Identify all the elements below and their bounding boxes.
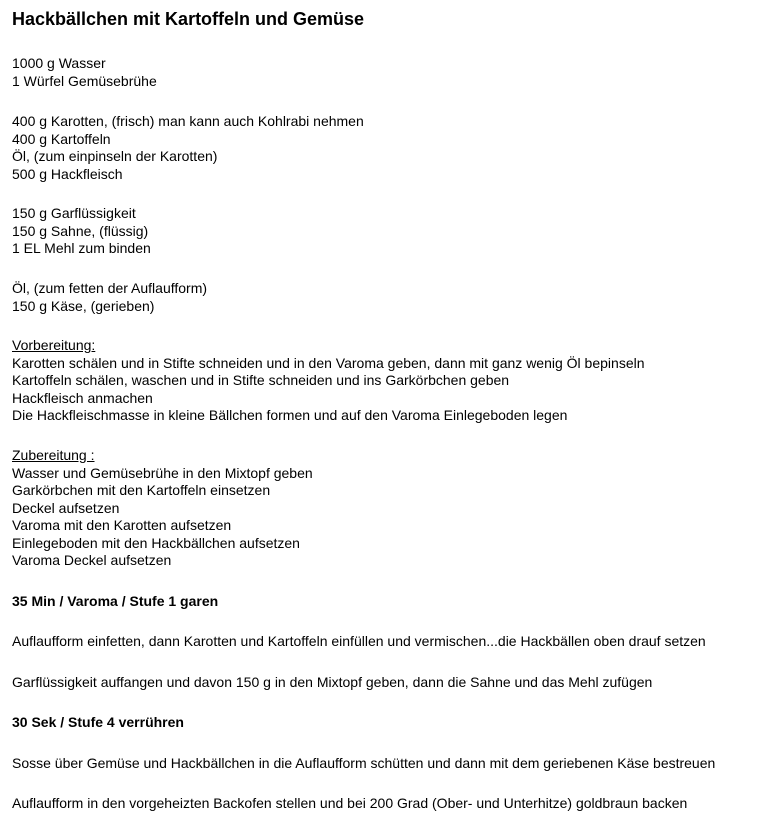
- preparation-section: [12, 337, 645, 425]
- cooking-step: Varoma Deckel aufsetzen: [12, 552, 172, 568]
- paragraph-fill-dish: Auflaufform einfetten, dann Karotten und Kartoffeln einfüllen und vermischen...die Hackbällen oben drauf setzen: [12, 633, 706, 649]
- cooking-step: Einlegeboden mit den Hackbällchen aufsetzen: [12, 534, 300, 551]
- ingredient-line: 150 g Sahne, (flüssig): [12, 222, 149, 239]
- program-step-1: 35 Min / Varoma / Stufe 1 garen: [12, 593, 219, 609]
- preparation-heading: Vorbereitung:: [12, 337, 96, 353]
- preparation-step: Die Hackfleischmasse in kleine Bällchen formen und auf den Varoma Einlegeboden legen: [12, 407, 568, 423]
- paragraph-pour-sauce: Sosse über Gemüse und Hackbällchen in die Auflaufform schütten und dann mit dem geriebenen Käse bestreuen: [12, 755, 716, 771]
- ingredient-line: 500 g Hackfleisch: [12, 165, 123, 182]
- ingredient-line: 150 g Garflüssigkeit: [12, 205, 136, 221]
- cooking-step: Garkörbchen mit den Kartoffeln einsetzen: [12, 482, 271, 498]
- ingredient-line: 1 Würfel Gemüsebrühe: [12, 72, 157, 89]
- cooking-step: Varoma mit den Karotten aufsetzen: [12, 517, 232, 533]
- preparation-step: Karotten schälen und in Stifte schneiden und in den Varoma geben, dann mit ganz wenig Öl bepinseln: [12, 354, 645, 371]
- ingredient-line: Öl, (zum einpinseln der Karotten): [12, 148, 218, 164]
- ingredient-line: 1000 g Wasser: [12, 55, 106, 71]
- ingredients-group-sauce: [12, 205, 151, 258]
- paragraph-bake: Auflaufform in den vorgeheizten Backofen stellen und bei 200 Grad (Ober- und Unterhitze) goldbraun backen: [12, 795, 688, 811]
- ingredient-line: 400 g Karotten, (frisch) man kann auch Kohlrabi nehmen: [12, 113, 364, 129]
- preparation-step: Hackfleisch anmachen: [12, 389, 153, 406]
- preparation-step: Kartoffeln schälen, waschen und in Stifte schneiden und ins Garkörbchen geben: [12, 372, 510, 388]
- ingredients-group-water: [12, 55, 157, 90]
- cooking-heading: Zubereitung :: [12, 447, 95, 463]
- ingredient-line: 1 EL Mehl zum binden: [12, 240, 151, 256]
- recipe-title: Hackbällchen mit Kartoffeln und Gemüse: [12, 9, 365, 29]
- cooking-section: [12, 447, 313, 570]
- cooking-step: Wasser und Gemüsebrühe in den Mixtopf geben: [12, 464, 313, 481]
- ingredient-line: 150 g Käse, (gerieben): [12, 297, 155, 314]
- ingredients-group-topping: [12, 280, 207, 315]
- ingredients-group-main: [12, 113, 364, 183]
- paragraph-sauce-base: Garflüssigkeit auffangen und davon 150 g in den Mixtopf geben, dann die Sahne und das Mehl zufügen: [12, 674, 653, 690]
- cooking-step: Deckel aufsetzen: [12, 499, 120, 516]
- ingredient-line: 400 g Kartoffeln: [12, 130, 111, 147]
- ingredient-line: Öl, (zum fetten der Auflaufform): [12, 280, 208, 296]
- program-step-2: 30 Sek / Stufe 4 verrühren: [12, 714, 184, 730]
